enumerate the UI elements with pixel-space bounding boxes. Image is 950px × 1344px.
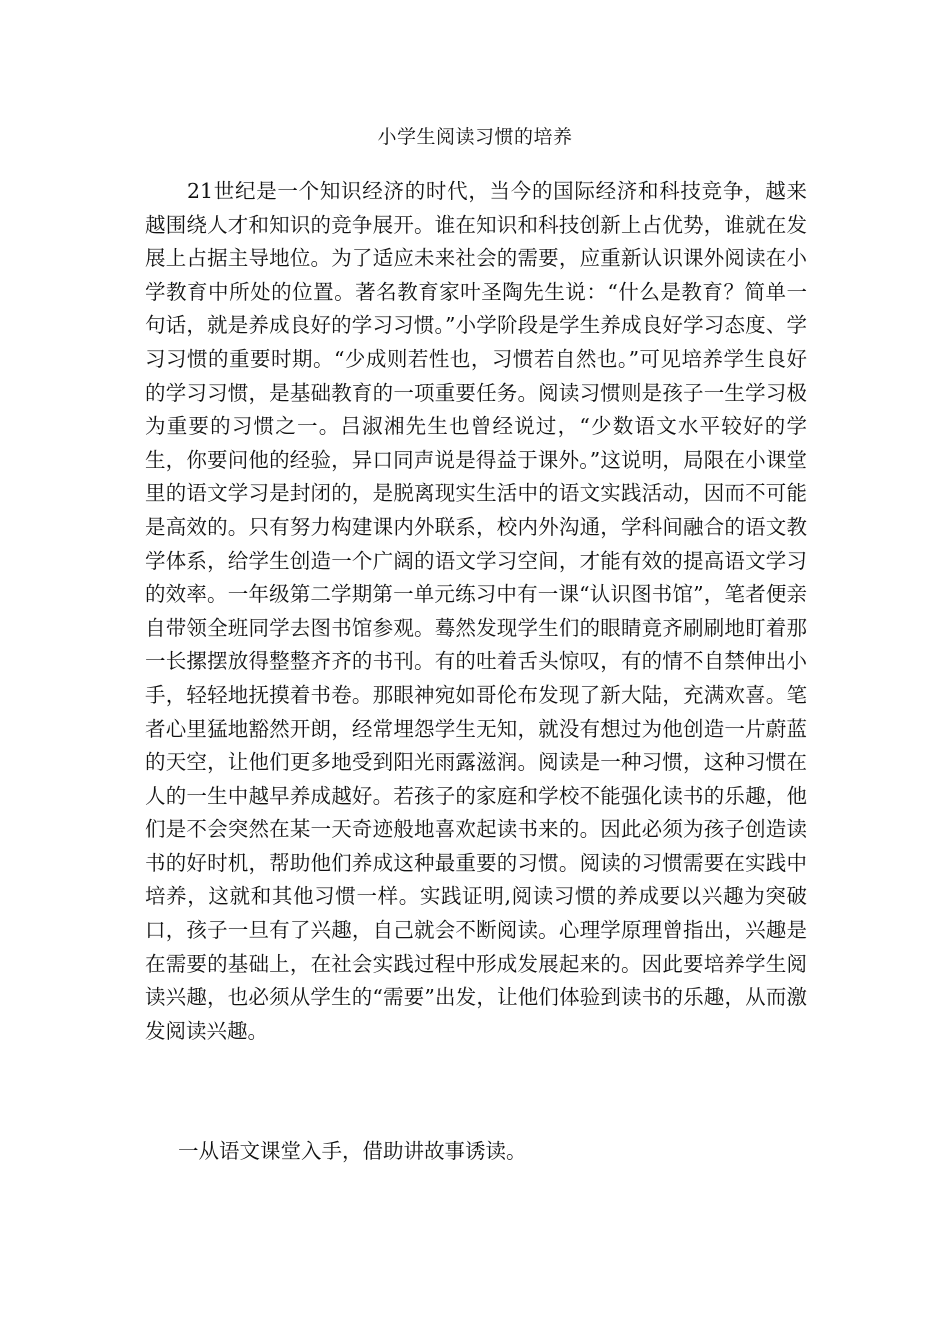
section-heading: 一从语文课堂入手，借助讲故事诱读。 <box>178 1139 527 1163</box>
document-title: 小学生阅读习惯的培养 <box>377 126 573 148</box>
body-paragraph: 21世纪是一个知识经济的时代，当今的国际经济和科技竞争，越来越围绕人才和知识的竞争展开。谁在知识和科技创新上占优势，谁就在发展上占据主导地位。为了适应未来社会的需要，应重新认识课外阅读在小学教育中所处的位置。著名教育家叶圣陶先生说：“什么是教育？简单一句话，就是养成良好的学习习惯。”小学阶段是学生养成良好学习态度、学习习惯的重要时期。“少成则若性也，习惯若自然也。”可见培养学生良好的学习习惯，是基础教育的一项重要任务。阅读习惯则是孩子一生学习极为重要的习惯之一。吕淑湘先生也曾经说过，“少数语文水平较好的学生，你要问他的经验，异口同声说是得益于课外。”这说明，局限在小课堂里的语文学习是封闭的，是脱离现实生活中的语文实践活动，因而不可能是高效的。只有努力构建课内外联系，校内外沟通，学科间融合的语文教学体系，给学生创造一个广阔的语文学习空间，才能有效的提高语文学习的效率。一年级第二学期第一单元练习中有一课“认识图书馆”，笔者便亲自带领全班同学去图书馆参观。蓦然发现学生们的眼睛竟齐刷刷地盯着那一长摞摆放得整整齐齐的书刊。有的吐着舌头惊叹，有的情不自禁伸出小手，轻轻地抚摸着书卷。那眼神宛如哥伦布发现了新大陆，充满欢喜。笔者心里猛地豁然开朗，经常埋怨学生无知，就没有想过为他创造一片蔚蓝的天空，让他们更多地受到阳光雨露滋润。阅读是一种习惯，这种习惯在人的一生中越早养成越好。若孩子的家庭和学校不能强化读书的乐趣，他们是不会突然在某一天奇迹般地喜欢起读书来的。因此必须为孩子创造读书的好时机，帮助他们养成这种最重要的习惯。阅读的习惯需要在实践中培养，这就和其他习惯一样。实践证明,阅读习惯的养成要以兴趣为突破口，孩子一旦有了兴趣，自己就会不断阅读。心理学原理曾指出，兴趣是在需要的基础上，在社会实践过程中形成发展起来的。因此要培养学生阅读兴趣，也必须从学生的“需要”出发，让他们体验到读书的乐趣，从而激发阅读兴趣。 <box>145 179 807 1043</box>
